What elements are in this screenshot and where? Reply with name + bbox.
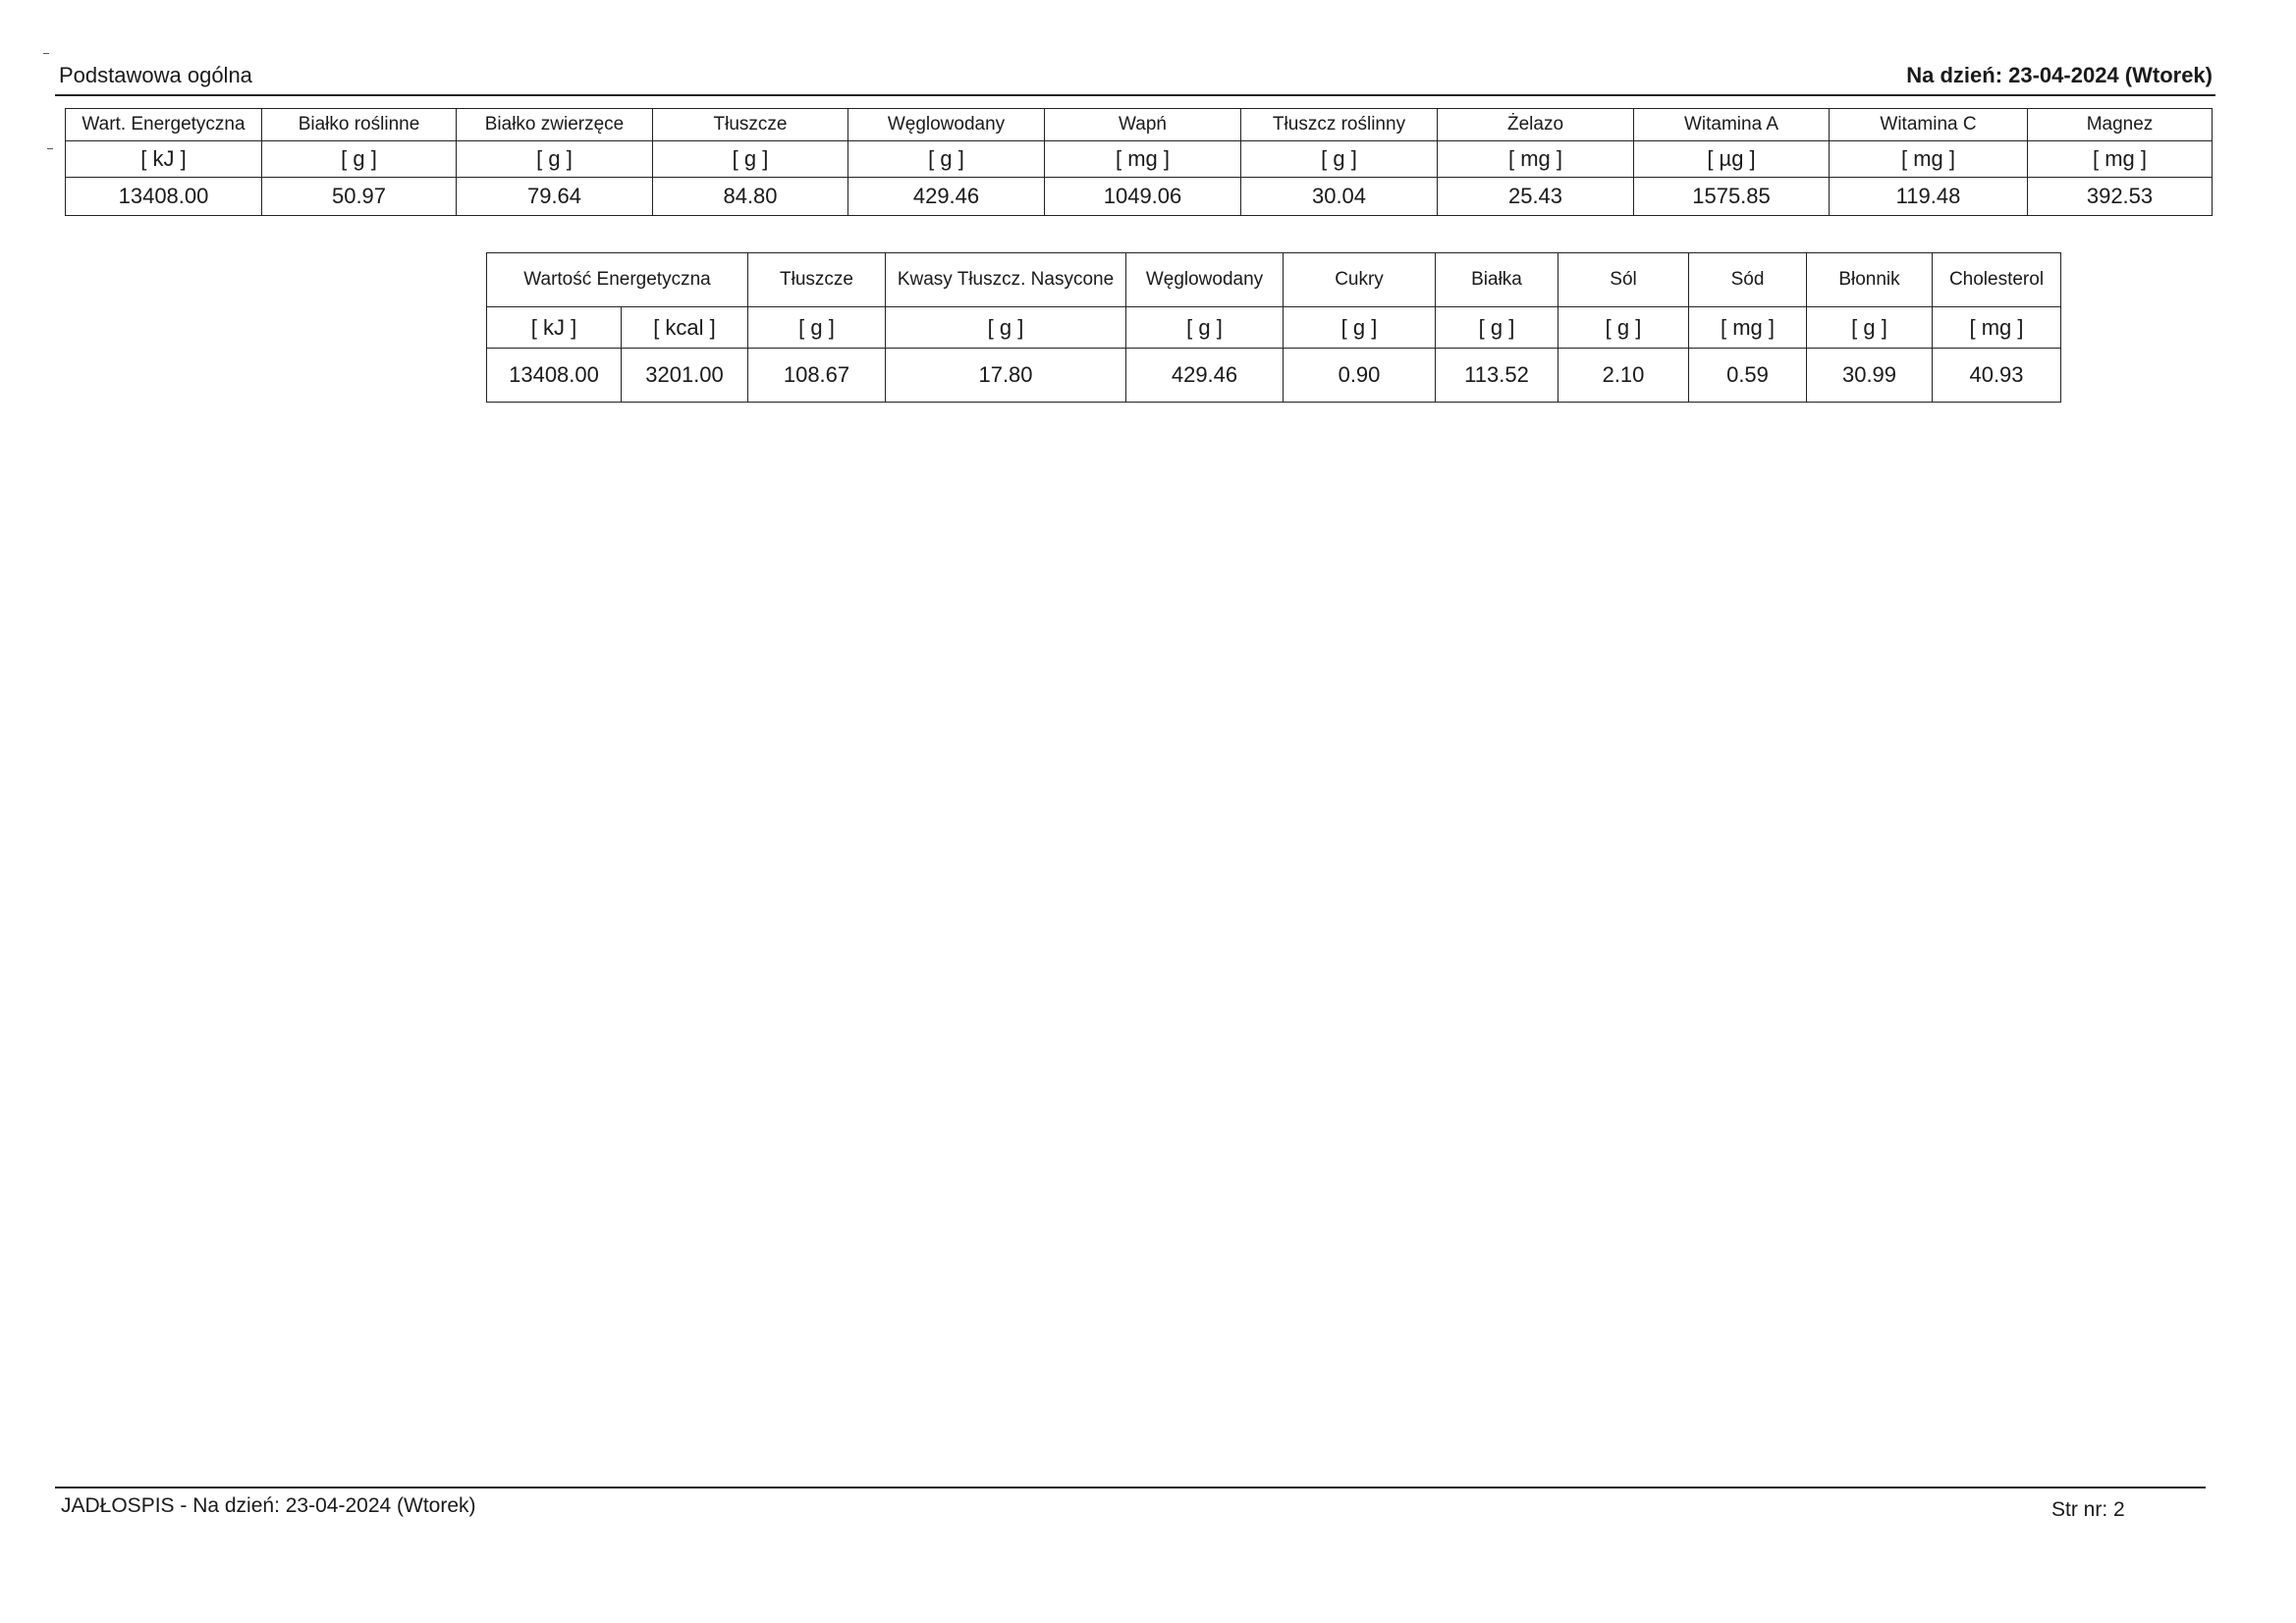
unit-cell: [ mg ] [1438,141,1634,178]
column-header: Węglowodany [1126,253,1284,307]
value-cell: 40.93 [1933,349,2061,403]
unit-cell: [ g ] [1436,307,1558,349]
value-cell: 13408.00 [487,349,622,403]
value-cell: 429.46 [848,178,1045,216]
unit-cell: [ µg ] [1634,141,1830,178]
value-cell: 13408.00 [66,178,262,216]
table-row [66,178,2213,216]
value-cell: 2.10 [1558,349,1689,403]
column-header: Wart. Energetyczna [66,109,262,141]
unit-cell: [ mg ] [2028,141,2213,178]
column-header: Tłuszcze [653,109,848,141]
value-cell: 25.43 [1438,178,1634,216]
header-divider [55,94,2215,96]
column-header: Błonnik [1807,253,1933,307]
value-cell: 3201.00 [622,349,748,403]
unit-cell: [ kcal ] [622,307,748,349]
unit-cell: [ g ] [457,141,653,178]
value-cell: 392.53 [2028,178,2213,216]
column-header: Sód [1689,253,1807,307]
unit-cell: [ mg ] [1830,141,2028,178]
table-row [487,349,2061,403]
value-cell: 17.80 [886,349,1126,403]
unit-cell: [ kJ ] [487,307,622,349]
value-cell: 1575.85 [1634,178,1830,216]
unit-cell: [ g ] [1558,307,1689,349]
unit-cell: [ kJ ] [66,141,262,178]
column-header: Białko zwierzęce [457,109,653,141]
value-cell: 119.48 [1830,178,2028,216]
value-cell: 113.52 [1436,349,1558,403]
column-header: Sól [1558,253,1689,307]
column-header: Białka [1436,253,1558,307]
column-header: Tłuszcze [748,253,886,307]
column-header: Węglowodany [848,109,1045,141]
column-header: Żelazo [1438,109,1634,141]
column-header: Witamina A [1634,109,1830,141]
unit-cell: [ mg ] [1689,307,1807,349]
column-header: Białko roślinne [262,109,457,141]
unit-cell: [ g ] [1241,141,1438,178]
column-header: Witamina C [1830,109,2028,141]
unit-cell: [ g ] [848,141,1045,178]
unit-cell: [ g ] [262,141,457,178]
page-number: Str nr: 2 [2051,1498,2125,1521]
unit-cell: [ g ] [748,307,886,349]
unit-cell: [ g ] [653,141,848,178]
column-header: Kwasy Tłuszcz. Nasycone [886,253,1126,307]
nutrition-facts-table [486,252,2061,403]
report-title: Podstawowa ogólna [59,63,252,87]
column-header: Wartość Energetyczna [487,253,748,307]
value-cell: 0.59 [1689,349,1807,403]
value-cell: 50.97 [262,178,457,216]
column-header: Wapń [1045,109,1241,141]
unit-cell: [ mg ] [1933,307,2061,349]
unit-cell: [ g ] [1807,307,1933,349]
value-cell: 79.64 [457,178,653,216]
unit-cell: [ g ] [1126,307,1284,349]
table-units-row [487,307,2061,349]
column-header: Magnez [2028,109,2213,141]
nutrient-summary-table [65,108,2213,216]
value-cell: 429.46 [1126,349,1284,403]
column-header: Cholesterol [1933,253,2061,307]
value-cell: 30.99 [1807,349,1933,403]
table-header-row [66,109,2213,141]
table-units-row [66,141,2213,178]
unit-cell: [ mg ] [1045,141,1241,178]
value-cell: 0.90 [1284,349,1436,403]
footer-divider [55,1487,2206,1488]
value-cell: 108.67 [748,349,886,403]
margin-mark [43,53,49,54]
unit-cell: [ g ] [886,307,1126,349]
value-cell: 84.80 [653,178,848,216]
value-cell: 30.04 [1241,178,1438,216]
margin-mark [47,148,53,149]
footer-title: JADŁOSPIS - Na dzień: 23-04-2024 (Wtorek) [61,1494,476,1517]
column-header: Tłuszcz roślinny [1241,109,1438,141]
report-date: Na dzień: 23-04-2024 (Wtorek) [1906,63,2213,87]
value-cell: 1049.06 [1045,178,1241,216]
unit-cell: [ g ] [1284,307,1436,349]
table-header-row [487,253,2061,307]
column-header: Cukry [1284,253,1436,307]
